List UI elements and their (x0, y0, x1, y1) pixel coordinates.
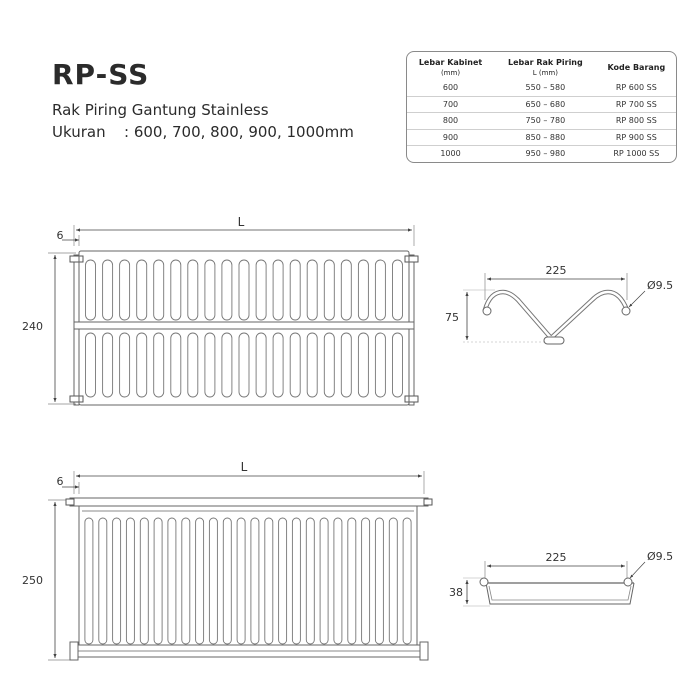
dish-slot (113, 518, 121, 644)
dish-slot (182, 518, 190, 644)
dish-slot (205, 333, 215, 397)
dish-slot (222, 260, 232, 320)
dish-slot (137, 333, 147, 397)
side-view-v-wire (463, 273, 645, 344)
dish-slots-upper (86, 260, 403, 320)
dish-slot (393, 260, 403, 320)
dim-label-width-bottom: L (240, 460, 248, 474)
dish-slot (320, 518, 328, 644)
product-code: RP-SS (52, 58, 150, 91)
dish-slots-lower (86, 333, 403, 397)
cell: 900 (407, 129, 494, 146)
dish-slot (237, 518, 245, 644)
dish-slot (86, 333, 96, 397)
dish-slot (205, 260, 215, 320)
dish-slots-tray (85, 518, 411, 644)
col-unit: L (mm) (532, 69, 558, 77)
side-top-width-label: 225 (545, 264, 567, 277)
cell: RP 1000 SS (597, 146, 676, 162)
dish-slot (168, 518, 176, 644)
dish-slot (348, 518, 356, 644)
dim-label-offset: 6 (56, 229, 64, 242)
cell: RP 600 SS (615, 83, 657, 93)
cell: RP 900 SS (597, 129, 676, 146)
dish-slot (137, 260, 147, 320)
dish-slot (273, 333, 283, 397)
cell: 600 (442, 83, 459, 93)
side-top-diameter-label: Ø9.5 (647, 279, 674, 292)
product-name: Rak Piring Gantung Stainless (52, 101, 269, 119)
dish-slot (256, 333, 266, 397)
dish-slot (375, 518, 383, 644)
dish-slot (85, 518, 93, 644)
cell: 700 (407, 96, 494, 113)
col-title: Kode Barang (607, 63, 666, 72)
side-view-tray (463, 561, 645, 606)
dim-label-height: 240 (22, 320, 43, 333)
sizes-label: Ukuran (52, 123, 106, 141)
cell: 550 – 580 (525, 83, 566, 93)
dish-slot (222, 333, 232, 397)
cell: 850 – 880 (494, 129, 597, 146)
front-view-hanging-rack (48, 225, 418, 405)
dish-slot (154, 518, 162, 644)
dish-slot (334, 518, 342, 644)
col-unit: (mm) (440, 69, 461, 77)
cell: 950 – 980 (494, 146, 597, 162)
front-view-tray-rack (48, 471, 432, 660)
dish-slot (171, 333, 181, 397)
dish-slot (375, 260, 385, 320)
col-title: Lebar Rak Piring (507, 58, 583, 67)
dish-slot (140, 518, 148, 644)
side-bottom-diameter-label: Ø9.5 (647, 550, 674, 563)
dish-slot (188, 260, 198, 320)
col-title: Lebar Kabinet (418, 58, 483, 67)
side-bottom-width-label: 225 (545, 551, 567, 564)
dish-slot (375, 333, 385, 397)
dish-slot (290, 260, 300, 320)
cell: RP 700 SS (597, 96, 676, 113)
dish-slot (290, 333, 300, 397)
dish-slot (120, 333, 130, 397)
cell: 750 – 780 (494, 113, 597, 130)
dish-slot (99, 518, 107, 644)
dim-label-offset-bottom: 6 (56, 475, 64, 488)
cell: RP 800 SS (597, 113, 676, 130)
dish-slot (86, 260, 96, 320)
dish-slot (307, 260, 317, 320)
dish-slot (256, 260, 266, 320)
dish-slot (154, 260, 164, 320)
dish-slot (279, 518, 287, 644)
dish-slot (126, 518, 134, 644)
dish-slot (358, 333, 368, 397)
dish-slot (362, 518, 370, 644)
dish-slot (239, 333, 249, 397)
dish-slot (273, 260, 283, 320)
cell: 650 – 680 (494, 96, 597, 113)
dish-slot (324, 333, 334, 397)
sizes-value: : 600, 700, 800, 900, 1000mm (124, 123, 354, 141)
dim-label-height-bottom: 250 (22, 574, 43, 587)
side-top-height-label: 75 (445, 311, 459, 324)
dish-slot (223, 518, 231, 644)
dim-label-width: L (237, 215, 245, 229)
dish-slot (403, 518, 411, 644)
dish-slot (154, 333, 164, 397)
side-bottom-height-label: 38 (449, 586, 463, 599)
dish-slot (239, 260, 249, 320)
dish-slot (389, 518, 397, 644)
dish-slot (120, 260, 130, 320)
cell: 800 (407, 113, 494, 130)
dish-slot (306, 518, 314, 644)
dish-slot (265, 518, 273, 644)
dish-slot (103, 333, 113, 397)
dish-slot (324, 260, 334, 320)
dish-slot (103, 260, 113, 320)
dish-slot (358, 260, 368, 320)
dish-slot (188, 333, 198, 397)
dish-slot (393, 333, 403, 397)
dish-slot (341, 333, 351, 397)
cell: 1000 (407, 146, 494, 162)
dish-slot (292, 518, 300, 644)
dish-slot (196, 518, 204, 644)
dish-slot (341, 260, 351, 320)
dish-slot (251, 518, 259, 644)
dish-slot (209, 518, 217, 644)
dish-slot (171, 260, 181, 320)
dish-slot (307, 333, 317, 397)
